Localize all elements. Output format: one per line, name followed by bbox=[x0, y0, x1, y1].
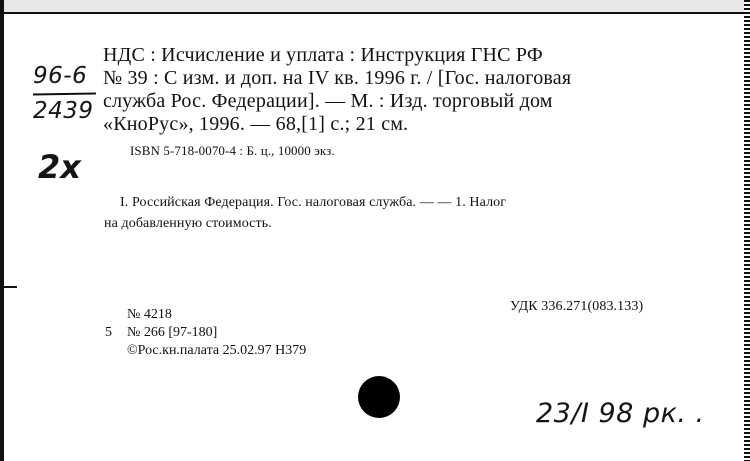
entry-line-4: «КноРус», 1996. — 68,[1] с.; 21 см. bbox=[103, 113, 409, 135]
chamber-stamp-line: ©Рос.кн.палата 25.02.97 Н379 bbox=[127, 343, 307, 358]
entry-line-2: № 39 : С изм. и доп. на IV кв. 1996 г. / [Гос. налоговая bbox=[103, 67, 572, 89]
handwritten-date-note: 23/I 98 рк. . bbox=[536, 398, 705, 429]
subject-tracing bbox=[104, 192, 672, 234]
tracing-line-1: I. Российская Федерация. Гос. налоговая служба. — — 1. Налог bbox=[120, 195, 507, 210]
punch-hole bbox=[358, 376, 400, 418]
number-line-2-prefix: 5 bbox=[105, 325, 112, 340]
number-line-2: № 266 [97-180] bbox=[127, 325, 218, 340]
udk-classification: УДК 336.271(083.133) bbox=[510, 299, 644, 314]
entry-line-3: служба Рос. Федерации]. — М. : Изд. торговый дом bbox=[103, 90, 553, 112]
isbn-line: ISBN 5-718-0070-4 : Б. ц., 10000 экз. bbox=[130, 143, 335, 158]
entry-line-1: НДС : Исчисление и уплата : Инструкция ГНС РФ bbox=[103, 44, 543, 66]
tracing-line-2: на добавленную стоимость. bbox=[104, 216, 272, 231]
handwritten-divider bbox=[33, 92, 96, 95]
card-top-edge bbox=[0, 0, 750, 14]
handwritten-copies-note: 2x bbox=[38, 148, 81, 186]
registration-numbers bbox=[105, 306, 306, 360]
card-edge-mark bbox=[0, 286, 17, 288]
handwritten-shelf-mark-top: 96-6 bbox=[33, 63, 88, 89]
number-line-1: № 4218 bbox=[127, 307, 172, 322]
bibliographic-entry bbox=[103, 44, 673, 136]
card-right-edge bbox=[744, 0, 750, 461]
card-left-edge bbox=[0, 0, 4, 461]
handwritten-shelf-mark-bottom: 2439 bbox=[33, 98, 94, 124]
